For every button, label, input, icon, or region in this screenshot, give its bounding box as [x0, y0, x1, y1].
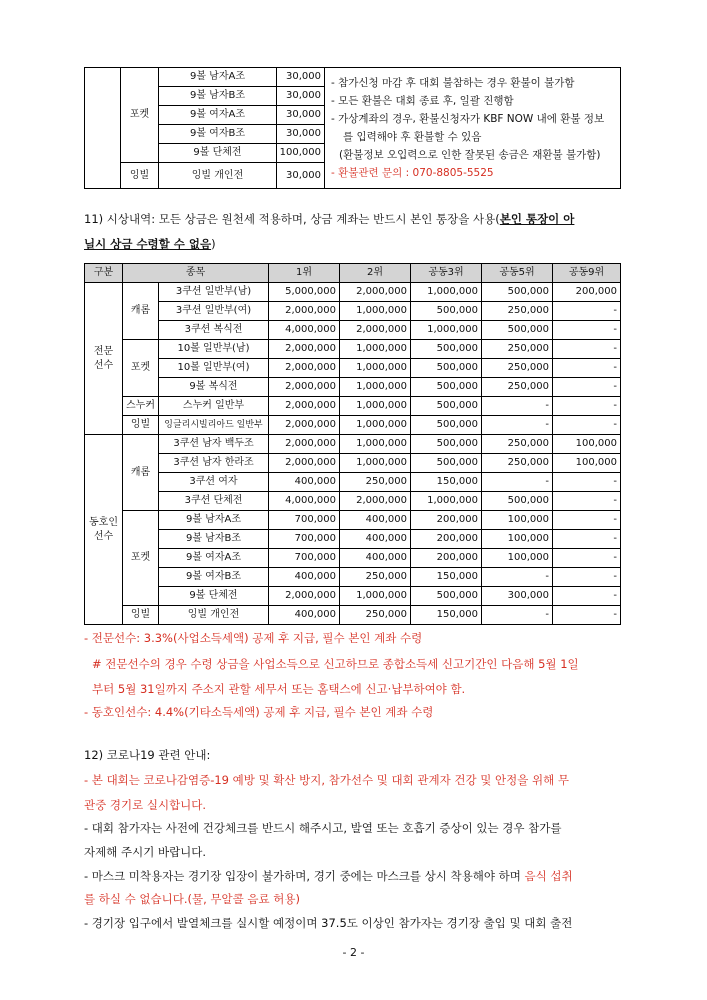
prize-row — [85, 492, 621, 511]
prize-amount: 2,000,000 — [269, 397, 340, 416]
covid-note-text: - 마스크 미착용자는 경기장 입장이 불가하며, 경기 중에는 마스크를 상시 착용해야 하며 — [84, 869, 525, 883]
prize-subcategory: 캐롬 — [123, 435, 159, 511]
refund-note: - 모든 환불은 대회 종료 후, 일괄 진행함 — [331, 95, 514, 107]
prize-amount: 200,000 — [411, 511, 482, 530]
prize-amount: 1,000,000 — [340, 340, 411, 359]
fee-amount: 100,000 — [277, 144, 325, 163]
prize-row — [85, 302, 621, 321]
fee-event: 9볼 남자B조 — [159, 87, 277, 106]
prize-amount: 250,000 — [482, 435, 553, 454]
prize-event: 9볼 여자B조 — [159, 568, 269, 587]
prize-amount: 400,000 — [269, 568, 340, 587]
prize-amount: 1,000,000 — [411, 283, 482, 302]
pro-section — [85, 283, 621, 435]
prize-subcategory: 포켓 — [123, 340, 159, 397]
prize-amount: - — [553, 416, 621, 435]
prize-event: 3쿠션 일반부(남) — [159, 283, 269, 302]
prize-event: 9볼 단체전 — [159, 587, 269, 606]
prize-subcategory: 스누커 — [123, 397, 159, 416]
prize-amount: 2,000,000 — [340, 283, 411, 302]
prize-amount: - — [482, 568, 553, 587]
section11-emphasis: 본인 통장이 아 — [499, 212, 575, 226]
prize-amount: 1,000,000 — [411, 321, 482, 340]
prize-amount: 500,000 — [411, 302, 482, 321]
prize-row — [85, 416, 621, 435]
prize-amount: 1,000,000 — [340, 435, 411, 454]
prize-event: 10볼 일반부(남) — [159, 340, 269, 359]
prize-amount: 5,000,000 — [269, 283, 340, 302]
fee-category-cell — [85, 68, 121, 189]
prize-amount: 500,000 — [411, 359, 482, 378]
prize-event: 9볼 복식전 — [159, 378, 269, 397]
prize-event: 3쿠션 복식전 — [159, 321, 269, 340]
prize-amount: 1,000,000 — [340, 416, 411, 435]
prize-event: 3쿠션 남자 한라조 — [159, 454, 269, 473]
fee-amount: 30,000 — [277, 68, 325, 87]
section11-line1 — [84, 209, 574, 229]
prize-amount: 400,000 — [340, 511, 411, 530]
club-section — [85, 435, 621, 625]
prize-amount: 1,000,000 — [340, 302, 411, 321]
prize-amount: 1,000,000 — [340, 378, 411, 397]
refund-note: - 참가신청 마감 후 대회 불참하는 경우 환불이 불가함 — [331, 77, 575, 89]
prize-amount: 400,000 — [340, 549, 411, 568]
prize-row — [85, 340, 621, 359]
prize-amount: 700,000 — [269, 549, 340, 568]
prize-amount: 700,000 — [269, 530, 340, 549]
prize-amount: 200,000 — [411, 549, 482, 568]
prize-row — [85, 378, 621, 397]
prize-amount: - — [482, 397, 553, 416]
prize-amount: 400,000 — [269, 606, 340, 625]
prize-amount: 1,000,000 — [411, 492, 482, 511]
prize-header-row — [85, 264, 621, 283]
prize-amount: 2,000,000 — [269, 587, 340, 606]
refund-notes — [325, 68, 621, 189]
prize-amount: 500,000 — [411, 454, 482, 473]
entry-fee-table — [84, 67, 621, 189]
prize-event: 10볼 일반부(여) — [159, 359, 269, 378]
prize-amount: 400,000 — [269, 473, 340, 492]
prize-subcategory: 캐롬 — [123, 283, 159, 340]
tax-note-pro: - 전문선수: 3.3%(사업소득세액) 공제 후 지급, 필수 본인 계좌 수령 — [84, 631, 423, 645]
header-cell: 공동5위 — [482, 264, 553, 283]
prize-amount: - — [553, 302, 621, 321]
prize-subcategory: 포켓 — [123, 511, 159, 606]
prize-amount: - — [553, 492, 621, 511]
prize-subcategory: 잉빌 — [123, 606, 159, 625]
tax-note-club: - 동호인선수: 4.4%(기타소득세액) 공제 후 지급, 필수 본인 계좌 수령 — [84, 705, 434, 719]
prize-event: 3쿠션 단체전 — [159, 492, 269, 511]
prize-amount: 4,000,000 — [269, 492, 340, 511]
prize-amount: 2,000,000 — [340, 321, 411, 340]
prize-row — [85, 587, 621, 606]
covid-note: 관중 경기로 실시합니다. — [84, 798, 207, 812]
covid-note: 를 하실 수 없습니다.(물, 무알콜 음료 허용) — [84, 892, 300, 906]
prize-row — [85, 321, 621, 340]
prize-row — [85, 530, 621, 549]
prize-amount: 250,000 — [482, 302, 553, 321]
prize-amount: 150,000 — [411, 568, 482, 587]
header-cell: 공동9위 — [553, 264, 621, 283]
prize-amount: 300,000 — [482, 587, 553, 606]
prize-amount: 100,000 — [482, 549, 553, 568]
prize-amount: 100,000 — [553, 435, 621, 454]
prize-row — [85, 283, 621, 302]
section11-emphasis: 닐시 상금 수령할 수 없음 — [84, 237, 212, 251]
fee-event: 9볼 여자A조 — [159, 106, 277, 125]
prize-table — [84, 263, 621, 625]
header-cell: 2위 — [340, 264, 411, 283]
prize-amount: - — [482, 606, 553, 625]
section11-text: ) — [211, 237, 216, 251]
prize-amount: 2,000,000 — [269, 302, 340, 321]
prize-amount: 500,000 — [411, 378, 482, 397]
prize-amount: 100,000 — [482, 511, 553, 530]
prize-amount: 500,000 — [411, 435, 482, 454]
fee-event: 9볼 남자A조 — [159, 68, 277, 87]
covid-note: - 대회 참가자는 사전에 건강체크를 반드시 해주시고, 발열 또는 호흡기 증상이 있는 경우 참가를 — [84, 821, 562, 835]
prize-amount: 2,000,000 — [269, 340, 340, 359]
covid-note: - 본 대회는 코로나감염증-19 예방 및 확산 방지, 참가선수 및 대회 관계자 건강 및 안정을 위해 무 — [84, 773, 569, 787]
section11-line2 — [84, 234, 216, 254]
prize-amount: - — [553, 359, 621, 378]
fee-amount: 30,000 — [277, 125, 325, 144]
page-number: - 2 - — [342, 946, 365, 959]
prize-amount: 200,000 — [553, 283, 621, 302]
covid-note: 자제해 주시기 바랍니다. — [84, 845, 207, 859]
covid-note: - 경기장 입구에서 발열체크를 실시할 예정이며 37.5도 이상인 참가자는 경기장 출입 및 대회 출전 — [84, 916, 573, 930]
refund-note: 를 입력해야 후 환불할 수 있음 — [343, 131, 482, 143]
prize-amount: - — [482, 416, 553, 435]
prize-amount: - — [553, 340, 621, 359]
prize-amount: 2,000,000 — [269, 378, 340, 397]
prize-amount: 100,000 — [482, 530, 553, 549]
prize-amount: 500,000 — [411, 587, 482, 606]
refund-note: (환불정보 오입력으로 인한 잘못된 송금은 재환불 불가함) — [339, 149, 601, 161]
prize-amount: 2,000,000 — [269, 435, 340, 454]
fee-amount: 30,000 — [277, 87, 325, 106]
prize-row — [85, 473, 621, 492]
prize-subcategory: 잉빌 — [123, 416, 159, 435]
prize-amount: - — [553, 587, 621, 606]
section12-title: 12) 코로나19 관련 안내: — [84, 748, 211, 762]
prize-amount: 500,000 — [411, 416, 482, 435]
prize-row — [85, 435, 621, 454]
prize-amount: 1,000,000 — [340, 454, 411, 473]
prize-row — [85, 511, 621, 530]
prize-amount: 1,000,000 — [340, 397, 411, 416]
prize-amount: - — [482, 473, 553, 492]
prize-amount: 400,000 — [340, 530, 411, 549]
fee-amount: 30,000 — [277, 106, 325, 125]
prize-event: 3쿠션 남자 백두조 — [159, 435, 269, 454]
covid-note-emphasis: 음식 섭취 — [524, 869, 573, 883]
prize-event: 9볼 남자B조 — [159, 530, 269, 549]
prize-amount: 250,000 — [482, 359, 553, 378]
header-cell: 구분 — [85, 264, 123, 283]
prize-amount: - — [553, 530, 621, 549]
prize-amount: 250,000 — [482, 340, 553, 359]
prize-row — [85, 397, 621, 416]
prize-event: 9볼 남자A조 — [159, 511, 269, 530]
prize-amount: - — [553, 473, 621, 492]
prize-event: 3쿠션 여자 — [159, 473, 269, 492]
club-label: 동호인 선수 — [85, 435, 123, 625]
prize-amount: 200,000 — [411, 530, 482, 549]
prize-amount: 2,000,000 — [269, 416, 340, 435]
prize-amount: 1,000,000 — [340, 587, 411, 606]
tax-note-pro-detail: 부터 5월 31일까지 주소지 관할 세무서 또는 홈택스에 신고·납부하여야 함. — [92, 682, 466, 696]
fee-amount: 30,000 — [277, 163, 325, 189]
fee-event: 잉빌 개인전 — [159, 163, 277, 189]
fee-group-ingbill: 잉빌 — [121, 163, 159, 189]
prize-amount: 250,000 — [482, 378, 553, 397]
prize-amount: 250,000 — [340, 568, 411, 587]
prize-event: 잉빌 개인전 — [159, 606, 269, 625]
prize-amount: - — [553, 378, 621, 397]
prize-amount: 150,000 — [411, 606, 482, 625]
prize-amount: - — [553, 549, 621, 568]
prize-amount: 500,000 — [411, 397, 482, 416]
prize-amount: 150,000 — [411, 473, 482, 492]
refund-note: - 가상계좌의 경우, 환불신청자가 KBF NOW 내에 환불 정보 — [331, 113, 605, 125]
section11-text: 11) 시상내역: 모든 상금은 원천세 적용하며, 상금 계좌는 반드시 본인 통장을 사용( — [84, 212, 500, 226]
prize-amount: 500,000 — [482, 321, 553, 340]
prize-amount: - — [553, 568, 621, 587]
prize-row — [85, 359, 621, 378]
prize-amount: 250,000 — [340, 473, 411, 492]
header-cell: 공동3위 — [411, 264, 482, 283]
prize-amount: 4,000,000 — [269, 321, 340, 340]
prize-amount: 1,000,000 — [340, 359, 411, 378]
prize-amount: 100,000 — [553, 454, 621, 473]
header-cell: 1위 — [269, 264, 340, 283]
tax-note-pro-detail: # 전문선수의 경우 수령 상금을 사업소득으로 신고하므로 종합소득세 신고기간인 다음해 5월 1일 — [92, 657, 579, 671]
prize-amount: 700,000 — [269, 511, 340, 530]
prize-amount: 250,000 — [482, 454, 553, 473]
prize-event: 잉글리시빌리아드 일반부 — [159, 416, 269, 435]
prize-row — [85, 454, 621, 473]
prize-amount: - — [553, 397, 621, 416]
prize-row — [85, 549, 621, 568]
fee-group-pocket: 포켓 — [121, 68, 159, 163]
refund-contact: - 환불관련 문의 : 070-8805-5525 — [331, 167, 494, 179]
prize-amount: 250,000 — [340, 606, 411, 625]
prize-amount: 2,000,000 — [340, 492, 411, 511]
prize-row — [85, 568, 621, 587]
prize-amount: - — [553, 511, 621, 530]
covid-note — [84, 866, 573, 886]
prize-amount: 500,000 — [482, 492, 553, 511]
fee-event: 9볼 단체전 — [159, 144, 277, 163]
prize-amount: 500,000 — [411, 340, 482, 359]
prize-amount: 500,000 — [482, 283, 553, 302]
prize-event: 스누커 일반부 — [159, 397, 269, 416]
fee-event: 9볼 여자B조 — [159, 125, 277, 144]
pro-label: 전문 선수 — [85, 283, 123, 435]
prize-amount: 2,000,000 — [269, 359, 340, 378]
prize-amount: 2,000,000 — [269, 454, 340, 473]
prize-row — [85, 606, 621, 625]
prize-amount: - — [553, 606, 621, 625]
prize-amount: - — [553, 321, 621, 340]
prize-event: 3쿠션 일반부(여) — [159, 302, 269, 321]
header-cell: 종목 — [123, 264, 269, 283]
prize-event: 9볼 여자A조 — [159, 549, 269, 568]
